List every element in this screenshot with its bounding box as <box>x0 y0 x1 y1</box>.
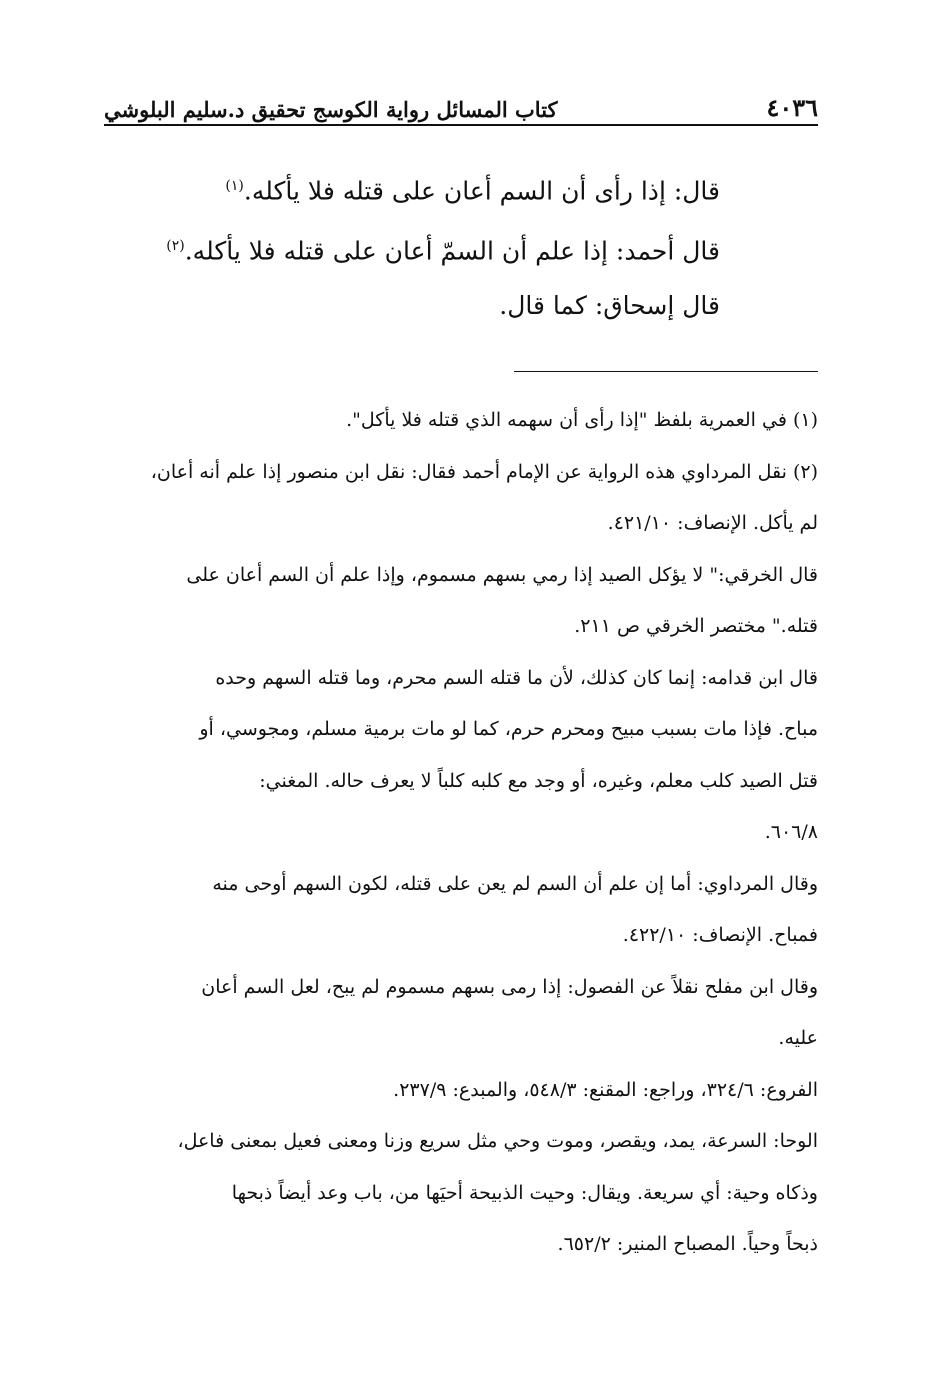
footnote-line: لم يأكل. الإنصاف: ٤٢١/١٠. <box>607 512 818 534</box>
footnote-line: قال ابن قدامه: إنما كان كذلك، لأن ما قتله السم محرم، وما قتله السهم وحده <box>215 666 818 689</box>
footnote-line: قال الخرقي:" لا يؤكل الصيد إذا رمي بسهم مسموم، وإذا علم أن السم أعان على <box>186 563 818 586</box>
footnote-line: قتله." مختصر الخرقي ص ٢١١. <box>574 615 818 637</box>
footnotes <box>104 398 818 1274</box>
main-line: قال أحمد: إذا علم أن السمّ أعان على قتله فلا يأكله.$^{(٢)}$ <box>166 236 720 266</box>
page-header <box>104 84 818 122</box>
footnote-ref: (١) <box>225 178 244 194</box>
footnote-line: ٦٠٦/٨. <box>764 821 818 843</box>
footnote-line: وقال المرداوي: أما إن علم أن السم لم يعن على قتله، لكون السهم أوحى منه <box>212 872 818 895</box>
footnote-ref: (٢) <box>166 238 185 254</box>
main-line: قال: إذا رأى أن السم أعان على قتله فلا يأكله.$^{(١)}$ <box>225 176 720 206</box>
footnote-line: (٢) نقل المرداوي هذه الرواية عن الإمام أحمد فقال: نقل ابن منصور إذا علم أنه أعان، <box>150 460 818 483</box>
footnote-line: ذبحاً وحياً. المصباح المنير: ٦٥٢/٢. <box>557 1233 818 1255</box>
footnote-line: الوحا: السرعة، يمد، ويقصر، وموت وحي مثل سريع وزنا ومعنى فعيل بمعنى فاعل، <box>177 1130 818 1152</box>
footnote-line: وقال ابن مفلح نقلاً عن الفصول: إذا رمى بسهم مسموم لم يبح، لعل السم أعان <box>201 975 818 998</box>
running-title: كتاب المسائل رواية الكوسج تحقيق د.سليم البلوشي <box>104 97 558 122</box>
footnote-line: عليه. <box>778 1027 818 1049</box>
main-line: قال إسحاق: كما قال. <box>499 291 720 320</box>
main-text <box>104 160 720 340</box>
footnote-line: قتل الصيد كلب معلم، وغيره، أو وجد مع كلبه كلباً لا يعرف حاله. المغني: <box>259 769 818 792</box>
footnote-line: وذكاه وحية: أي سريعة. ويقال: وحيت الذبيحة أحيَها من، باب وعد أيضاً ذبحها <box>231 1181 818 1204</box>
footnote-line: الفروع: ٣٢٤/٦، وراجع: المقنع: ٥٤٨/٣، والمبدع: ٢٣٧/٩. <box>393 1078 818 1101</box>
footnote-separator <box>514 371 818 372</box>
header-rule <box>104 124 818 126</box>
footnote-line: فمباح. الإنصاف: ٤٢٢/١٠. <box>622 924 818 946</box>
footnote-line: مباح. فإذا مات بسبب مبيح ومحرم حرم، كما لو مات برمية مسلم، ومجوسي، أو <box>199 718 818 740</box>
footnote-line: (١) في العمرية بلفظ "إذا رأى أن سهمه الذي قتله فلا يأكل". <box>346 409 818 431</box>
page-number: ٤٠٣٦ <box>766 93 818 122</box>
